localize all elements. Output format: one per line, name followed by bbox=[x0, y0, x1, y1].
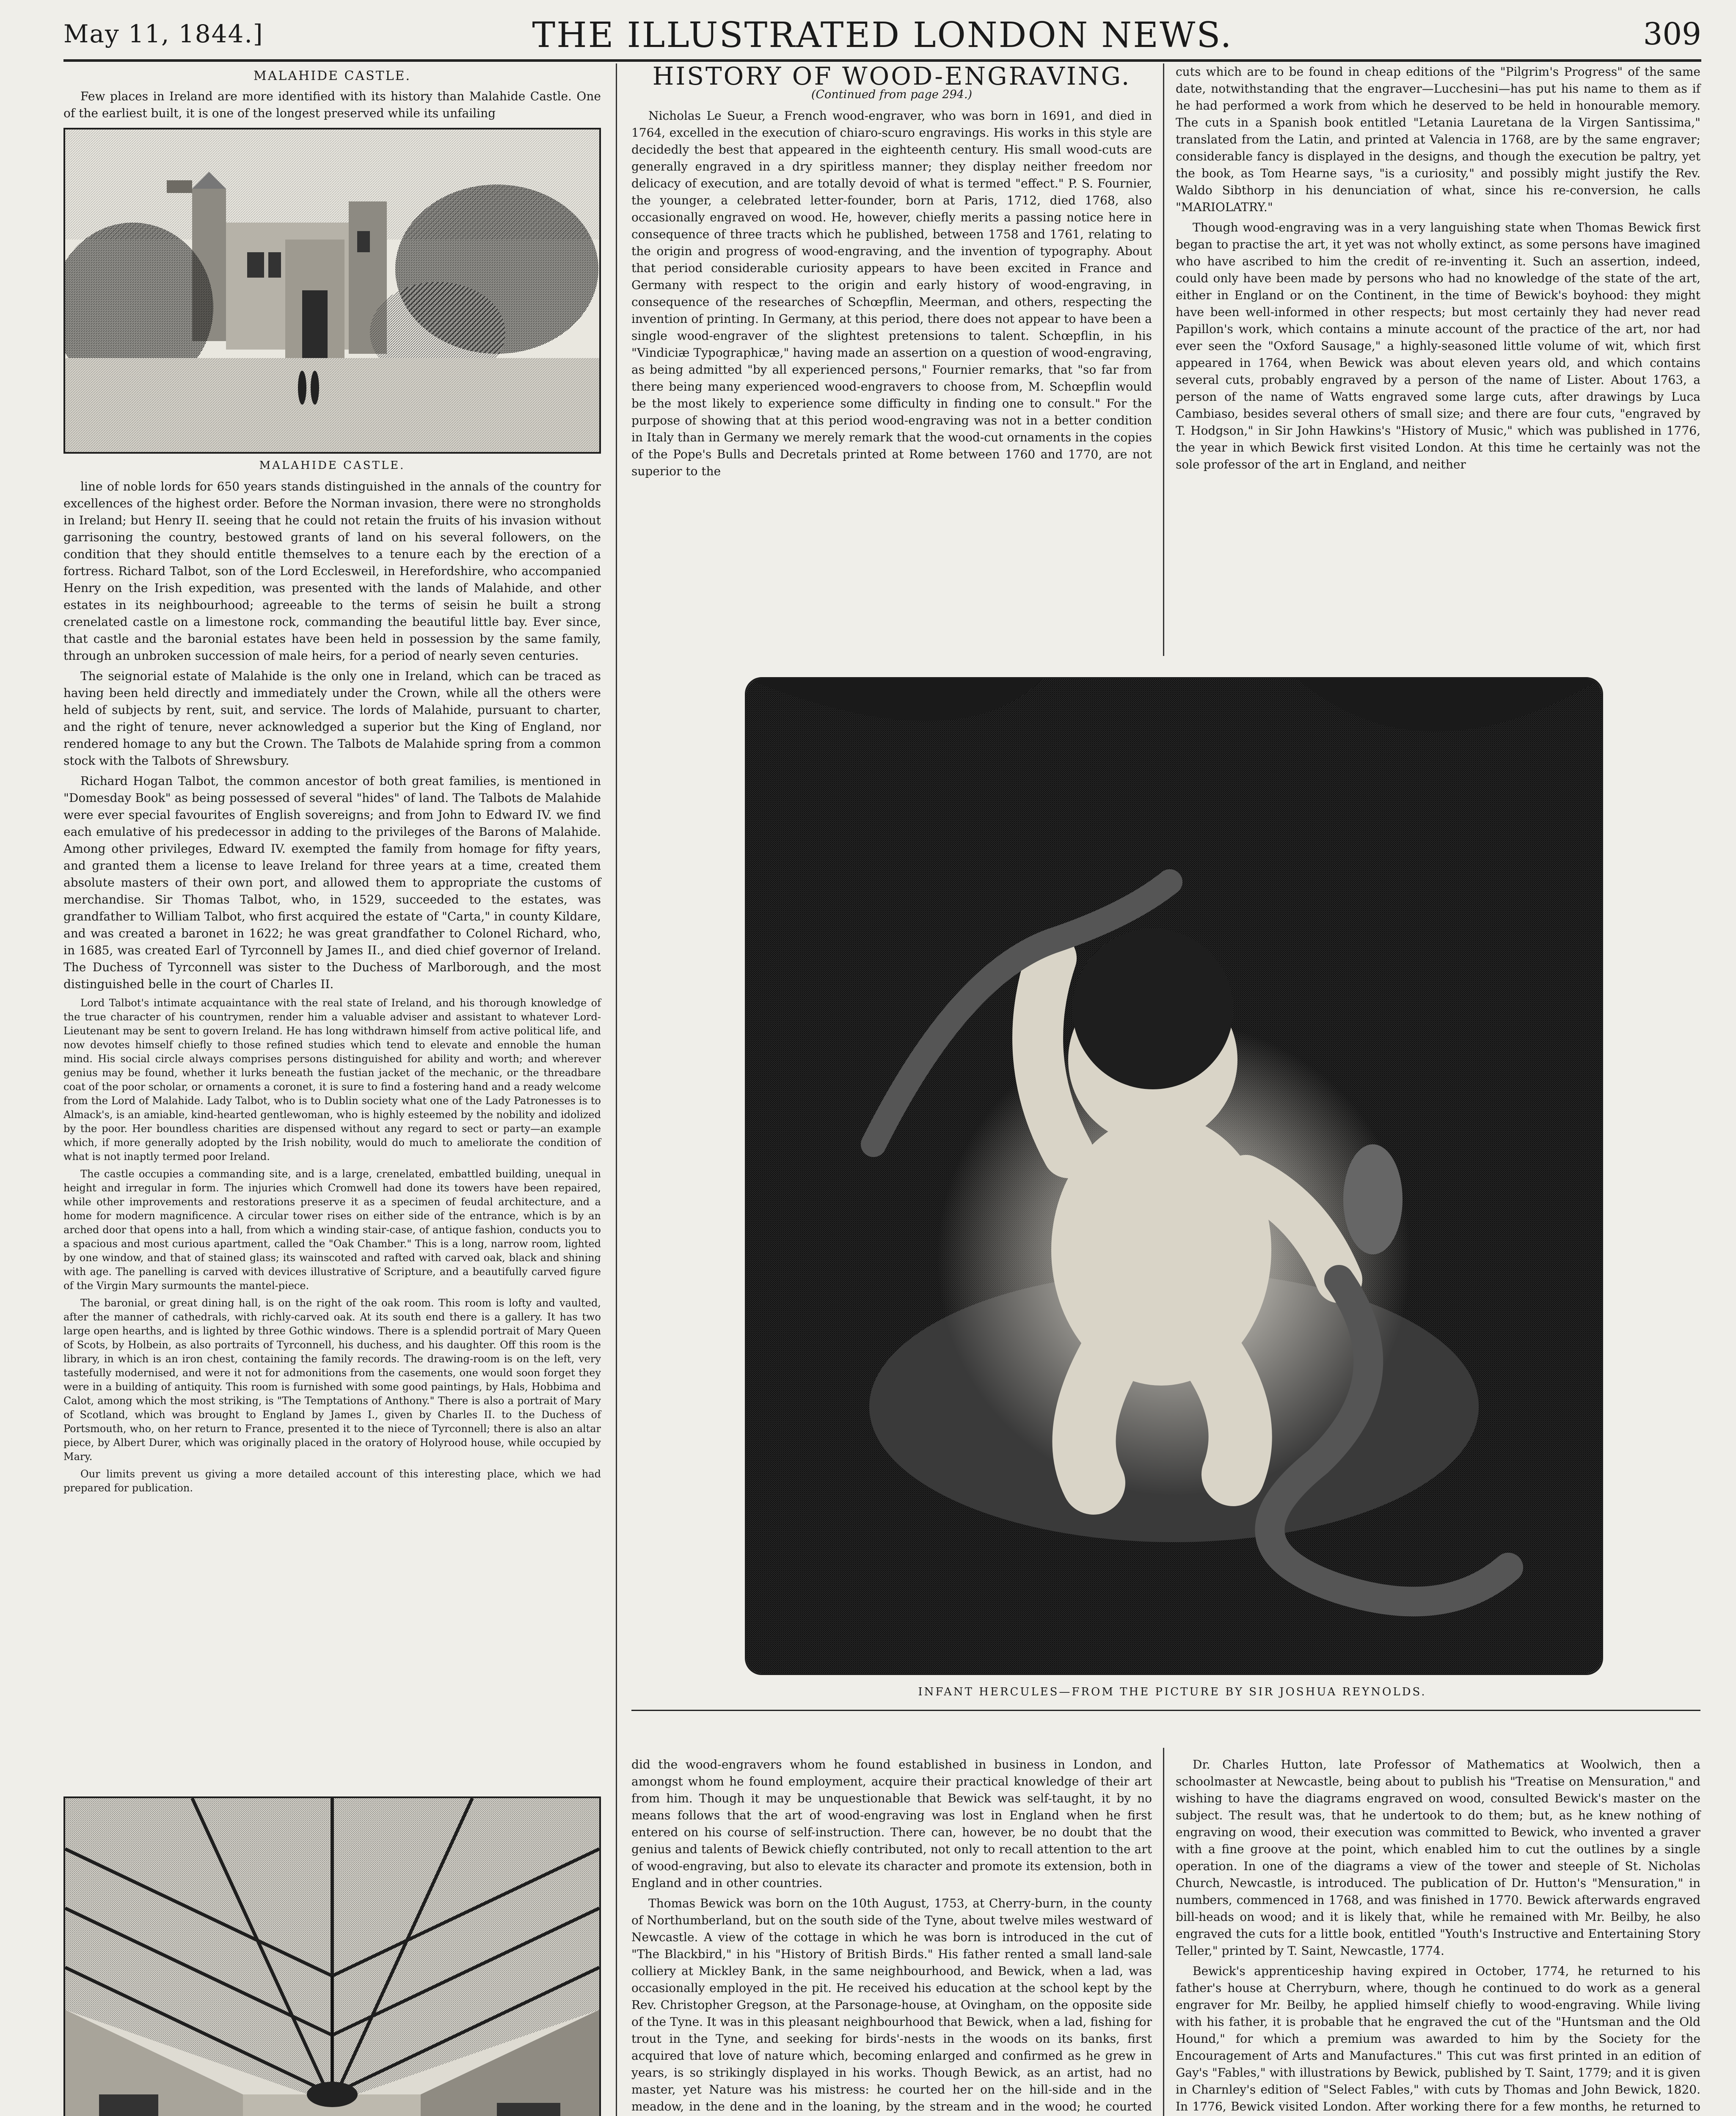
infant-hercules-engraving bbox=[745, 677, 1603, 1675]
history-subhead: (Continued from page 294.) bbox=[811, 88, 973, 101]
history-column-right bbox=[1176, 63, 1700, 477]
column-divider bbox=[1163, 1748, 1164, 2116]
malahide-castle-engraving bbox=[63, 128, 601, 454]
history-column-bottom-left bbox=[631, 1756, 1152, 2116]
castle-paragraph: Our limits prevent us giving a more detailed account of this interesting place, which we had prepared for publication. bbox=[63, 1468, 601, 1494]
castle-intro: Few places in Ireland are more identified with its history than Malahide Castle. One of the earliest built, it is one of the longest preserved while its unfailing bbox=[63, 89, 601, 120]
castle-paragraph: line of noble lords for 650 years stands distinguished in the annals of the country for excellences of the highest order. Before the Norman invasion, there were no strongholds in Ireland; but Henry II. seeing that he could not retain the fruits of his invasion without garrisoning the country, bestowed grants of land on his several followers, on the condition that they should entitle themselves to a tenure each by the erection of a fortress. Richard Talbot, son of the Lord Ecclesweil, in Herefordshire, who accompanied Henry on the Irish expedition, was presented with the lands of Malahide, and other estates in its neighbourhood; agreeable to the terms of seisin he built a strong crenelated castle on a limestone rock, commanding the beautiful little bay. Ever since, that castle and the baronial estates have been held in possession by the same family, through an unbroken succession of male heirs, for a period of nearly seven centuries. bbox=[63, 479, 601, 663]
castle-paragraph: The seignorial estate of Malahide is the only one in Ireland, which can be traced as having been held directly and immediately under the Crown, while all the others were held of subjects by rent, suit, and service. The lords of Malahide, pursuant to charter, and the right of tenure, never acknowledged a superior but the King of England, nor rendered homage to any but the Crown. The Talbots de Malahide spring from a common stock with the Talbots of Shrewsbury. bbox=[63, 669, 601, 768]
castle-paragraph: Richard Hogan Talbot, the common ancestor of both great families, is mentioned in "Domesday Book" as being possessed of several "hides" of land. The Talbots de Malahide were ever special favourites of English sovereigns; and from John to Edward IV. we find each emulative of his predecessor in adding to the privileges of the Barons of Malahide. Among other privileges, Edward IV. exempted the family from homage for fifty years, and granted them a license to leave Ireland for three years at a time, created them absolute masters of their own port, and allowed them to appropriate the customs of merchandise. Sir Thomas Talbot, who, in 1529, succeeded to the estates, was grandfather to William Talbot, who first acquired the estate of "Carta," in county Kildare, and was created a baronet in 1622; he was great grandfather to Colonel Richard, who, in 1685, was created Earl of Tyrconnell by James II., and died chief governor of Ireland. The Duchess of Tyrconnell was sister to the Duchess of Marlborough, and the most distinguished belle in the court of Charles II. bbox=[63, 774, 601, 991]
hercules-illustration bbox=[747, 679, 1601, 1673]
history-paragraph: Bewick's apprenticeship having expired in October, 1774, he returned to his father's house at Cherryburn, where, though he continued to do work as a general engraver for Mr. Beilby, he applied himself chiefly to wood-engraving. While living with his father, it is probable that he engraved the cut of the "Huntsman and the Old Hound," for which a premium was awarded to him by the Society for the Encouragement of Arts and Manufactures." This cut was first printed in an edition of Gay's "Fables," with illustrations by Bewick, published by T. Saint, 1779; and it is given in Charnley's edition of "Select Fables," with cuts by Thomas and John Bewick, 1820. In 1776, Bewick visited London. After working there for a few months, he returned to bbox=[1176, 1964, 1700, 2113]
masthead bbox=[63, 12, 1701, 63]
section-rule bbox=[631, 1710, 1700, 1711]
history-column-bottom-right bbox=[1176, 1756, 1700, 2116]
dining-hall-illustration bbox=[65, 1798, 599, 2116]
column-divider bbox=[1163, 63, 1164, 656]
castle-caption: MALAHIDE CASTLE. bbox=[259, 459, 405, 472]
castle-column bbox=[63, 63, 601, 1499]
page-number: 309 bbox=[1643, 16, 1701, 52]
history-column-left bbox=[631, 63, 1152, 483]
history-paragraph: cuts which are to be found in cheap editions of the "Pilgrim's Progress" of the same date, notwithstanding that the engraver—Lucchesini—has put his name to them as if he had performed a work from which he deserved to be held in honourable memory. The cuts in a Spanish book entitled "Letania Lauretana de la Virgen Santissima," translated from the Latin, and printed at Valencia in 1768, are by the same engraver; considerable fancy is displayed in the designs, and though the execution be paltry, yet the book, as Tom Hearne says, "is a curiosity," and possibly might justify the Rev. Waldo Sibthorp in his denunciation of what, since his re-conversion, he calls "MARIOLATRY." bbox=[1176, 65, 1700, 214]
issue-date: May 11, 1844.] bbox=[63, 19, 264, 48]
newspaper-title: THE ILLUSTRATED LONDON NEWS. bbox=[532, 15, 1233, 55]
castle-paragraph: Lord Talbot's intimate acquaintance with the real state of Ireland, and his thorough knowledge of the true character of his countrymen, render him a valuable adviser and assistant to whatever Lord-Lieutenant may be sent to govern Ireland. He has long withdrawn himself from active political life, and now devotes himself chiefly to those refined studies which tend to elevate and ennoble the human mind. His social circle always comprises persons distinguished for ability and worth; and wherever genius may be found, whether it lurks beneath the fustian jacket of the mechanic, or the threadbare coat of the poor scholar, or ornaments a coronet, it is sure to find a fostering hand and a ready welcome from the Lord of Malahide. Lady Talbot, who is to Dublin society what one of the Lady Patronesses is to Almack's, is an amiable, kind-hearted gentlewoman, who is highly esteemed by the nobility and idolized by the poor. Her boundless charities are dispensed without any regard to sect or party—an example which, if more generally adopted by the Irish nobility, would do much to ameliorate the condition of what is not inaptly termed poor Ireland. bbox=[63, 997, 601, 1163]
column-divider bbox=[616, 63, 617, 2116]
castle-paragraph: The castle occupies a commanding site, and is a large, crenelated, embattled building, unequal in height and irregular in form. The injuries which Cromwell had done its towers have been repaired, while other improvements and restorations preserve it as a specimen of feudal architecture, and a home for modern magnificence. A circular tower rises on either side of the entrance, which is by an arched door that opens into a hall, from which a winding stair-case, of antique fashion, conducts you to a spacious and most curious apartment, called the "Oak Chamber." This is a long, narrow room, lighted by one window, and that of stained glass; its wainscoted and rafted with carved oak, black and shining with age. The panelling is carved with devices illustrative of Scripture, and a beautifully carved figure of the Virgin Mary surmounts the mantel-piece. bbox=[63, 1168, 601, 1292]
history-paragraph: Nicholas Le Sueur, a French wood-engraver, who was born in 1691, and died in 1764, excelled in the execution of chiaro-scuro engravings. His works in this style are decidedly the best that appeared in the eighteenth century. His small wood-cuts are generally engraved in a dry spiritless manner; they display neither freedom nor delicacy of execution, and are totally devoid of what is termed "effect." P. S. Fournier, the younger, a celebrated letter-founder, born at Paris, 1712, died 1768, also occasionally engraved on wood. He, however, chiefly merits a passing notice here in consequence of three tracts which he published, between 1758 and 1761, relating to the origin and progress of wood-engraving, and the invention of typography. About that period considerable curiosity appears to have been excited in France and Germany with respect to the origin and early history of wood-engraving, in consequence of the researches of Schœpflin, Meerman, and others, respecting the invention of printing. In Germany, at this period, there does not appear to have been a single wood-engraver of the slightest pretensions to talent. Schœpflin, in his "Vindiciæ Typographicæ," having made an assertion on a question of wood-engraving, as being admitted "by all experienced persons," Fournier remarks, that "so far from there being many experienced wood-engravers to choose from, M. Schœpflin would be the most likely to experience some difficulty in finding one to consult." For the purpose of showing that at this period wood-engraving was not in a better condition in Italy than in Germany we merely remark that the wood-cut ornaments in the copies of the Pope's Bulls and Decretals printed at Rome between 1760 and 1770, are not superior to the bbox=[631, 109, 1152, 478]
history-paragraph: Thomas Bewick was born on the 10th August, 1753, at Cherry-burn, in the county of Northumberland, but on the south side of the Tyne, about twelve miles westward of Newcastle. A view of the cottage in which he was born is introduced in the cut of "The Blackbird," in his "History of British Birds." His father rented a small land-sale colliery at Mickley Bank, in the same neighbourhood, and Bewick, when a lad, was occasionally employed in the pit. He received his education at the school kept by the Rev. Christopher Gregson, at the Parsonage-house, at Ovingham, on the opposite side of the Tyne. It was in this pleasant neighbourhood that Bewick, when a lad, fishing for trout in the Tyne, and seeking for birds'-nests in the woods on its banks, first acquired that love of nature which, becoming enlarged and confirmed as he grew in years, is so strikingly displayed in his works. Though Bewick, as an artist, had no master, yet Nature was his mistress: he courted her on the hill-side and in the meadow, in the dene and in the loaning, by the stream and in the wood; he courted bbox=[631, 1896, 1152, 2113]
castle-illustration bbox=[65, 129, 599, 452]
castle-paragraph: The baronial, or great dining hall, is on the right of the oak room. This room is lofty and vaulted, after the manner of cathedrals, with richly-carved oak. At its south end there is a gallery. It has two large open hearths, and is lighted by three Gothic windows. There is a splendid portrait of Mary Queen of Scots, by Holbein, as also portraits of Tyrconnell, his duchess, and his daughter. Off this room is the library, in which is an iron chest, containing the family records. The drawing-room is on the left, very tastefully modernised, and were it not for admonitions from the casements, one would soon forget they were in a building of antiquity. This room is furnished with some good paintings, by Hals, Hobbima and Calot, among which the most striking, is "The Temptations of Anthony." There is also a portrait of Mary of Scotland, which was brought to England by James I., given by Charles II. to the Duchess of Portsmouth, who, on her return to France, presented it to the niece of Tyrconnell; there is also an altar piece, by Albert Durer, which was originally placed in the oratory of Holyrood house, while occupied by Mary. bbox=[63, 1297, 601, 1463]
hercules-caption: INFANT HERCULES—FROM THE PICTURE BY SIR JOSHUA REYNOLDS. bbox=[918, 1686, 1427, 1698]
history-paragraph: Dr. Charles Hutton, late Professor of Mathematics at Woolwich, then a schoolmaster at Newcastle, being about to publish his "Treatise on Mensuration," and wishing to have the diagrams engraved on wood, consulted Bewick's master on the subject. The result was, that he undertook to do them; but, as he knew nothing of engraving on wood, their execution was committed to Bewick, who invented a graver with a fine groove at the point, which enabled him to cut the outlines by a single operation. In one of the diagrams a view of the tower and steeple of St. Nicholas Church, Newcastle, is introduced. The publication of Dr. Hutton's "Mensuration," in numbers, commenced in 1768, and was finished in 1770. Bewick afterwards engraved bill-heads on wood; and it is likely that, while he remained with Mr. Beilby, he also engraved the cuts for a little book, entitled "Youth's Instructive and Entertaining Story Teller," printed by T. Saint, Newcastle, 1774. bbox=[1176, 1758, 1700, 1958]
history-paragraph: did the wood-engravers whom he found established in business in London, and amongst whom he found employment, acquire their practical knowledge of their art from him. Though it may be unquestionable that Bewick was self-taught, it by no means follows that the art of wood-engraving was lost in England when he first entered on his course of self-instruction. There can, however, be no doubt that the genius and talents of Bewick chiefly contributed, not only to recall attention to the art of wood-engraving, but also to elevate its character and promote its extension, both in England and in other countries. bbox=[631, 1758, 1152, 1890]
history-paragraph: Though wood-engraving was in a very languishing state when Thomas Bewick first began to practise the art, it yet was not wholly extinct, as some persons have imagined who have ascribed to him the credit of re-inventing it. Such an assertion, indeed, could only have been made by persons who had no knowledge of the state of the art, either in England or on the Continent, in the time of Bewick's boyhood: they might have been well-informed in other respects; but most certainly they had never read Papillon's work, which contains a minute account of the practice of the art, nor had ever seen the "Oxford Sausage," a highly-seasoned little volume of wit, which first appeared in 1764, when Bewick was about eleven years old, and which contains several cuts, probably engraved by a person of the name of Lister. About 1763, a person of the name of Watts engraved some large cuts, after drawings by Luca Cambiaso, besides several others of small size; and there are four cuts, "engraved by T. Hodgson," in Sir John Hawkins's "History of Music," which was published in 1776, the year in which Bewick first visited London. At this time he certainly was not the sole professor of the art in England, and neither bbox=[1176, 220, 1700, 471]
great-dining-hall-engraving bbox=[63, 1796, 601, 2116]
castle-heading: MALAHIDE CASTLE. bbox=[253, 69, 411, 83]
history-heading: HISTORY OF WOOD-ENGRAVING. bbox=[652, 62, 1131, 91]
